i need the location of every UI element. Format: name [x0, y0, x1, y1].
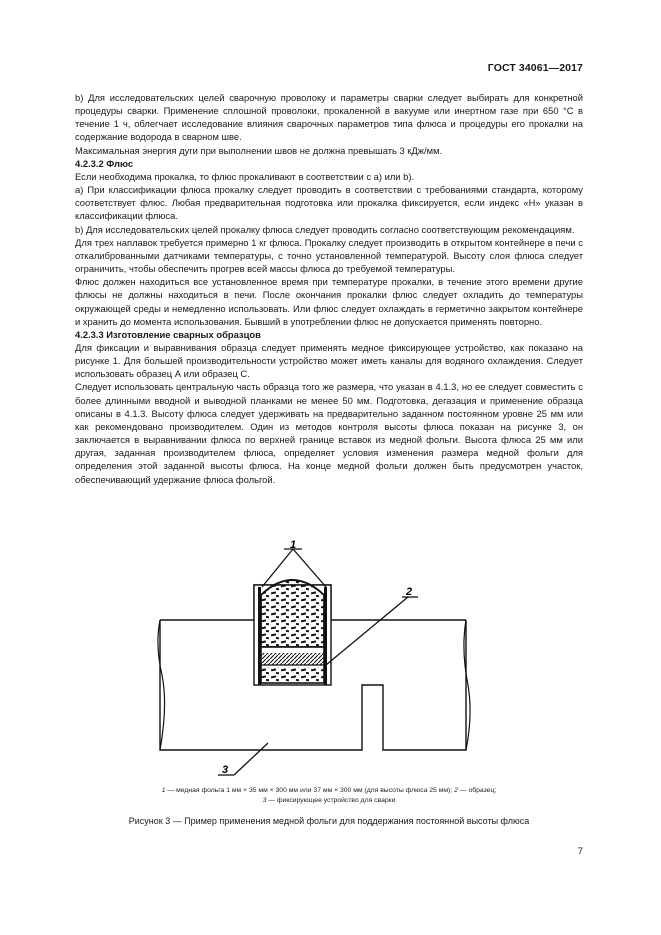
callout-3-leader [234, 743, 268, 775]
paragraph: Для трех наплавок требуется примерно 1 кг флюса. Прокалку следует производить в открытом контейнере в печи с откалиброванными датчиками температуры, с точно установленной температурой. Высоту слоя флюса следует ограничить, чтобы обеспечить прогрев всей массы флюса до требуемой температуры. [75, 236, 583, 275]
break-line-left [158, 620, 165, 750]
legend-line-1 [75, 786, 583, 796]
paragraph: Если необходима прокалка, то флюс прокаливают в соответствии с а) или b). [75, 170, 415, 182]
legend-3-text: — фиксирующее устройство для сварки [266, 797, 396, 804]
paragraph: Максимальная энергия дуги при выполнении швов не должна превышать 3 кДж/мм. [75, 144, 443, 156]
figure-legend [75, 786, 583, 806]
section-heading: 4.2.3.3 Изготовление сварных образцов [75, 328, 261, 340]
specimen-lower-fill [261, 667, 324, 683]
paragraph: Для фиксации и выравнивания образца следует применять медное фиксирующее устройство, как показано на рисунке 1. Для большей производительности устройство может иметь каналы для водяного охлаждения. Следует использовать образец А или образец С. [75, 341, 583, 380]
paragraph: а) При классификации флюса прокалку следует проводить в соответствии с требованиями стандарта, которому соответствует флюс. Любая предварительная подготовка или прокалка фиксируется, если индекс «Н» указан в классификации флюса. [75, 184, 583, 222]
document-code-header: ГОСТ 34061—2017 [487, 62, 583, 74]
legend-3-num: 3 [262, 797, 267, 804]
paragraph: Следует использовать центральную часть образца того же размера, что указан в 4.1.3, но ее следует совместить с более длинными вводной и выводной планками не менее 50 мм. Подготовка, дегазация и применение образца описаны в 4.1.3. Высоту флюса следует удерживать на предварительно заданном постоянном уровне 25 мм или как рекомендовано производителем. Один из методов контроля высоты флюса показан на рисунке 3, он заключается в выравнивании флюса по верхней границе вставок из медной фольги. Высота флюса 25 мм или другая, заданная производителем флюса, определяет условия изменения размера медной фольги для определения этой заданной высоты флюса. На конце медной фольги должен быть предусмотрен участок, обеспечивающий удержание флюса фольгой. [75, 381, 583, 485]
flux-mound [261, 580, 324, 647]
callout-3-label: 3 [222, 764, 229, 776]
legend-2-num: 2 [454, 787, 458, 794]
section-heading: 4.2.3.2 Флюс [75, 157, 134, 169]
callout-1-label: 1 [290, 539, 297, 551]
callout-2-leader [326, 597, 408, 665]
figure-3-drawing [150, 535, 480, 780]
legend-line-2 [75, 796, 583, 806]
paragraph: b) Для исследовательских целей сварочную проволоку и параметры сварки следует выбирать для конкретной процедуры сварки. Применение сплошной проволоки, прокаленной в вакууме или инертном газе при 650 °С в течение 1 ч, облегчает исследование влияния сварочных параметров типа флюса и процедуры его прокалки на содержание водорода в сварном шве. [75, 92, 583, 143]
break-line-right [464, 620, 470, 750]
legend-1-text: — медная фольга 1 мм × 35 мм × 300 мм или 37 мм × 300 мм (для высоты флюса 25 мм); [165, 787, 455, 794]
callout-2-label: 2 [406, 586, 413, 598]
figure-title: Рисунок 3 — Пример применения медной фольги для поддержания постоянной высоты флюса [128, 816, 530, 826]
legend-1-num: 1 [161, 787, 166, 794]
paragraph: b) Для исследовательских целей прокалку флюса следует проводить согласно соответствующим рекомендациям. [75, 223, 575, 235]
page-number: 7 [577, 846, 583, 857]
legend-2-text: — образец; [457, 787, 497, 794]
specimen-hatch [261, 653, 324, 665]
paragraph: Флюс должен находиться все установленное время при температуре прокалки, в течение этого времени другие флюсы не должны находиться в печи. После окончания прокалки флюс следует охладить до температуры окружающей среды и немедленно использовать. Или флюс следует охлаждать в герметично закрытом контейнере и хранить до момента использования. Бывший в употреблении флюс не допускается применять повторно. [75, 276, 583, 327]
document-body [75, 91, 583, 486]
